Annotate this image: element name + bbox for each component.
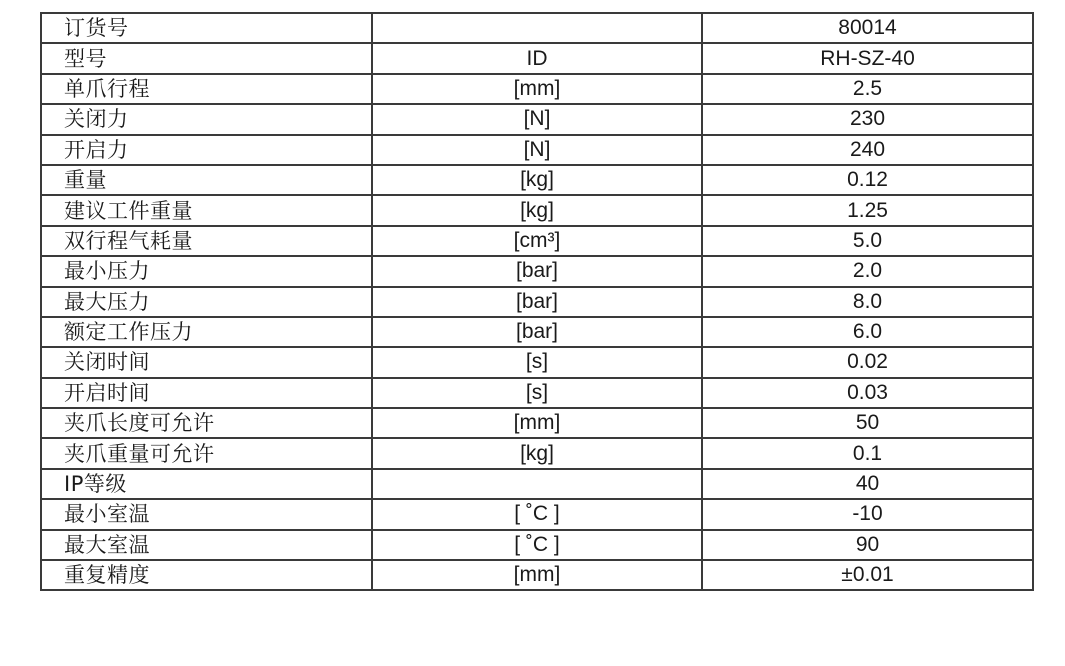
table-row: [41, 378, 1033, 408]
table-row: [41, 560, 1033, 590]
row-value: 40: [702, 469, 1033, 499]
row-value: 0.03: [702, 378, 1033, 408]
spec-table: [40, 12, 1034, 591]
row-value: 2.0: [702, 256, 1033, 286]
row-value: 8.0: [702, 287, 1033, 317]
row-unit: [kg]: [372, 438, 702, 468]
row-unit: [kg]: [372, 165, 702, 195]
row-label: 最小室温: [41, 499, 372, 529]
table-row: [41, 347, 1033, 377]
row-label: 最小压力: [41, 256, 372, 286]
row-label: 夹爪长度可允许: [41, 408, 372, 438]
table-row: [41, 287, 1033, 317]
row-value: 90: [702, 530, 1033, 560]
row-label: 关闭时间: [41, 347, 372, 377]
table-row: [41, 499, 1033, 529]
row-unit: ID: [372, 43, 702, 73]
row-unit: [N]: [372, 104, 702, 134]
table-row: [41, 135, 1033, 165]
row-value: 50: [702, 408, 1033, 438]
row-value: 80014: [702, 13, 1033, 43]
row-value: -10: [702, 499, 1033, 529]
row-value: 6.0: [702, 317, 1033, 347]
table-row: [41, 165, 1033, 195]
row-unit: [mm]: [372, 74, 702, 104]
table-row: [41, 195, 1033, 225]
row-label: 双行程气耗量: [41, 226, 372, 256]
row-value: 230: [702, 104, 1033, 134]
row-label: 最大压力: [41, 287, 372, 317]
row-value: 0.02: [702, 347, 1033, 377]
row-label: IP等级: [41, 469, 372, 499]
row-unit: [kg]: [372, 195, 702, 225]
row-value: 5.0: [702, 226, 1033, 256]
row-label: 重量: [41, 165, 372, 195]
row-unit: [372, 13, 702, 43]
table-row: [41, 104, 1033, 134]
row-value: ±0.01: [702, 560, 1033, 590]
row-label: 型号: [41, 43, 372, 73]
row-label: 关闭力: [41, 104, 372, 134]
row-unit: [bar]: [372, 317, 702, 347]
row-unit: [ ˚C ]: [372, 530, 702, 560]
table-row: [41, 530, 1033, 560]
row-unit: [mm]: [372, 408, 702, 438]
table-row: [41, 256, 1033, 286]
row-unit: [s]: [372, 378, 702, 408]
row-label: 建议工件重量: [41, 195, 372, 225]
table-row: [41, 408, 1033, 438]
table-row: [41, 74, 1033, 104]
row-value: RH-SZ-40: [702, 43, 1033, 73]
row-label: 夹爪重量可允许: [41, 438, 372, 468]
row-label: 订货号: [41, 13, 372, 43]
row-label: 最大室温: [41, 530, 372, 560]
table-row: [41, 226, 1033, 256]
row-value: 240: [702, 135, 1033, 165]
row-unit: [s]: [372, 347, 702, 377]
row-unit: [372, 469, 702, 499]
row-unit: [bar]: [372, 256, 702, 286]
row-label: 单爪行程: [41, 74, 372, 104]
row-label: 重复精度: [41, 560, 372, 590]
table-row: [41, 43, 1033, 73]
row-unit: [N]: [372, 135, 702, 165]
row-label: 开启时间: [41, 378, 372, 408]
row-value: 0.12: [702, 165, 1033, 195]
spec-table-body: [41, 13, 1033, 590]
row-unit: [bar]: [372, 287, 702, 317]
row-value: 2.5: [702, 74, 1033, 104]
table-row: [41, 438, 1033, 468]
table-row: [41, 317, 1033, 347]
row-unit: [mm]: [372, 560, 702, 590]
row-label: 额定工作压力: [41, 317, 372, 347]
row-unit: [ ˚C ]: [372, 499, 702, 529]
row-unit: [cm³]: [372, 226, 702, 256]
row-label: 开启力: [41, 135, 372, 165]
table-row: [41, 469, 1033, 499]
row-value: 0.1: [702, 438, 1033, 468]
row-value: 1.25: [702, 195, 1033, 225]
table-row: [41, 13, 1033, 43]
